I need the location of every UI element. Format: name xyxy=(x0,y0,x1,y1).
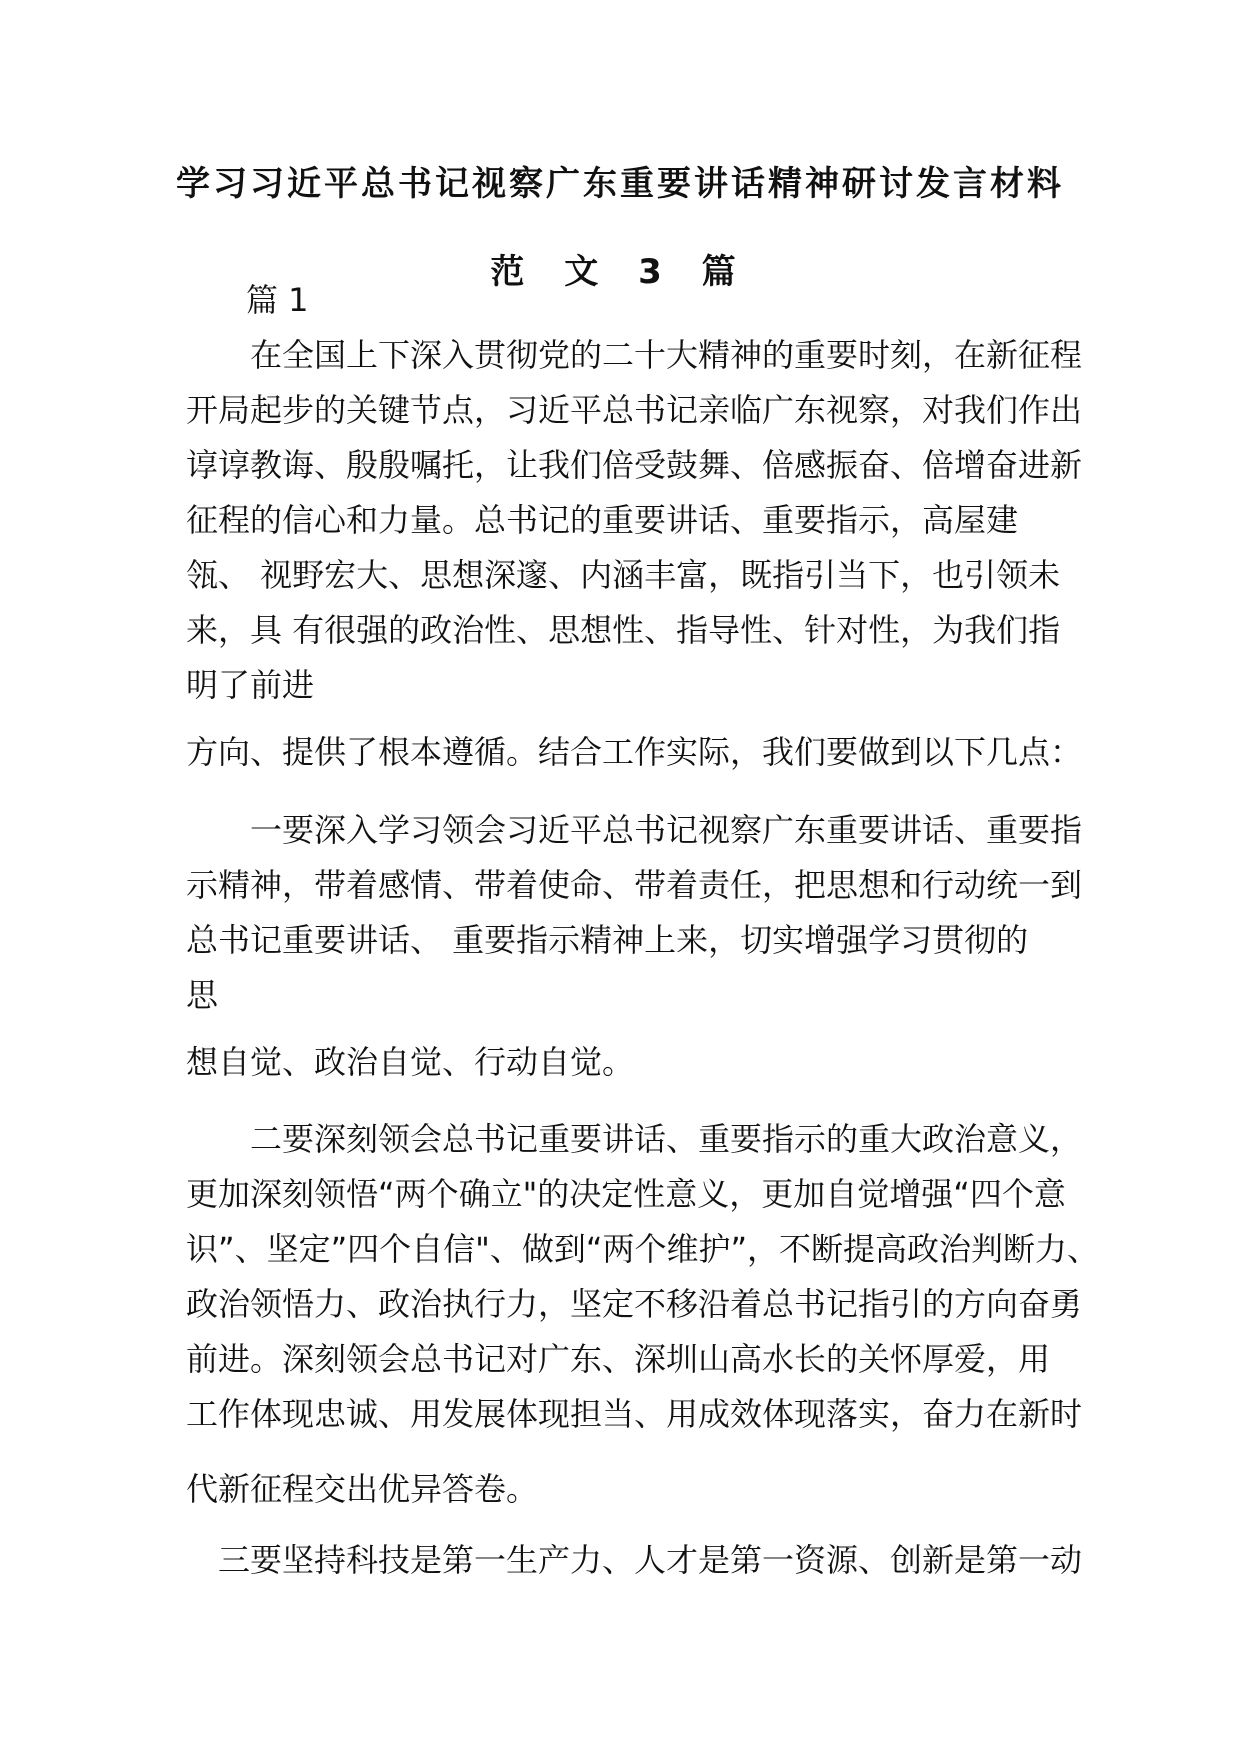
paragraph-line: 谆谆教诲、殷殷嘱托，让我们倍受鼓舞、倍感振奋、倍增奋进新 xyxy=(186,446,1083,484)
paragraph-line: 想自觉、政治自觉、行动自觉。 xyxy=(186,1043,635,1081)
paragraph-line: 识”、坚定”四个自信"、做到“两个维护”，不断提高政治判断力、 xyxy=(186,1230,1100,1268)
paragraph-line: 更加深刻领悟“两个确立"的决定性意义，更加自觉增强“四个意 xyxy=(186,1175,1066,1213)
paragraph-line: 来，具 有很强的政治性、思想性、指导性、针对性，为我们指 xyxy=(186,611,1061,649)
paragraph-line: 工作体现忠诚、用发展体现担当、用成效体现落实，奋力在新时 xyxy=(186,1395,1083,1433)
paragraph-line: 思 xyxy=(186,976,219,1014)
paragraph-line: 一要深入学习领会习近平总书记视察广东重要讲话、重要指 xyxy=(250,811,1083,849)
paragraph-line: 瓴、 视野宏大、思想深邃、内涵丰富，既指引当下，也引领未 xyxy=(186,556,1061,594)
paragraph-line: 方向、提供了根本遵循。结合工作实际，我们要做到以下几点： xyxy=(186,733,1083,771)
document-subtitle: 范 文 3 篇 xyxy=(490,252,750,292)
paragraph-line: 征程的信心和力量。总书记的重要讲话、重要指示，高屋建 xyxy=(186,501,1019,539)
section-heading: 篇 1 xyxy=(246,281,309,319)
document-title: 学习习近平总书记视察广东重要讲话精神研讨发言材料 xyxy=(176,164,1064,204)
paragraph-line: 总书记重要讲话、 重要指示精神上来，切实增强学习贯彻的 xyxy=(186,921,1029,959)
paragraph-line: 三要坚持科技是第一生产力、人才是第一资源、创新是第一动 xyxy=(218,1541,1083,1579)
paragraph-line: 开局起步的关键节点，习近平总书记亲临广东视察，对我们作出 xyxy=(186,391,1083,429)
paragraph-line: 政治领悟力、政治执行力，坚定不移沿着总书记指引的方向奋勇 xyxy=(186,1285,1083,1323)
paragraph-line: 前进。深刻领会总书记对广东、深圳山高水长的关怀厚爱，用 xyxy=(186,1340,1051,1378)
paragraph-line: 二要深刻领会总书记重要讲话、重要指示的重大政治意义， xyxy=(250,1120,1083,1158)
paragraph-line: 示精神，带着感情、带着使命、带着责任，把思想和行动统一到 xyxy=(186,866,1083,904)
paragraph-line: 代新征程交出优异答卷。 xyxy=(186,1470,539,1508)
paragraph-line: 在全国上下深入贯彻党的二十大精神的重要时刻，在新征程 xyxy=(250,336,1083,374)
paragraph-line: 明了前进 xyxy=(186,666,315,704)
